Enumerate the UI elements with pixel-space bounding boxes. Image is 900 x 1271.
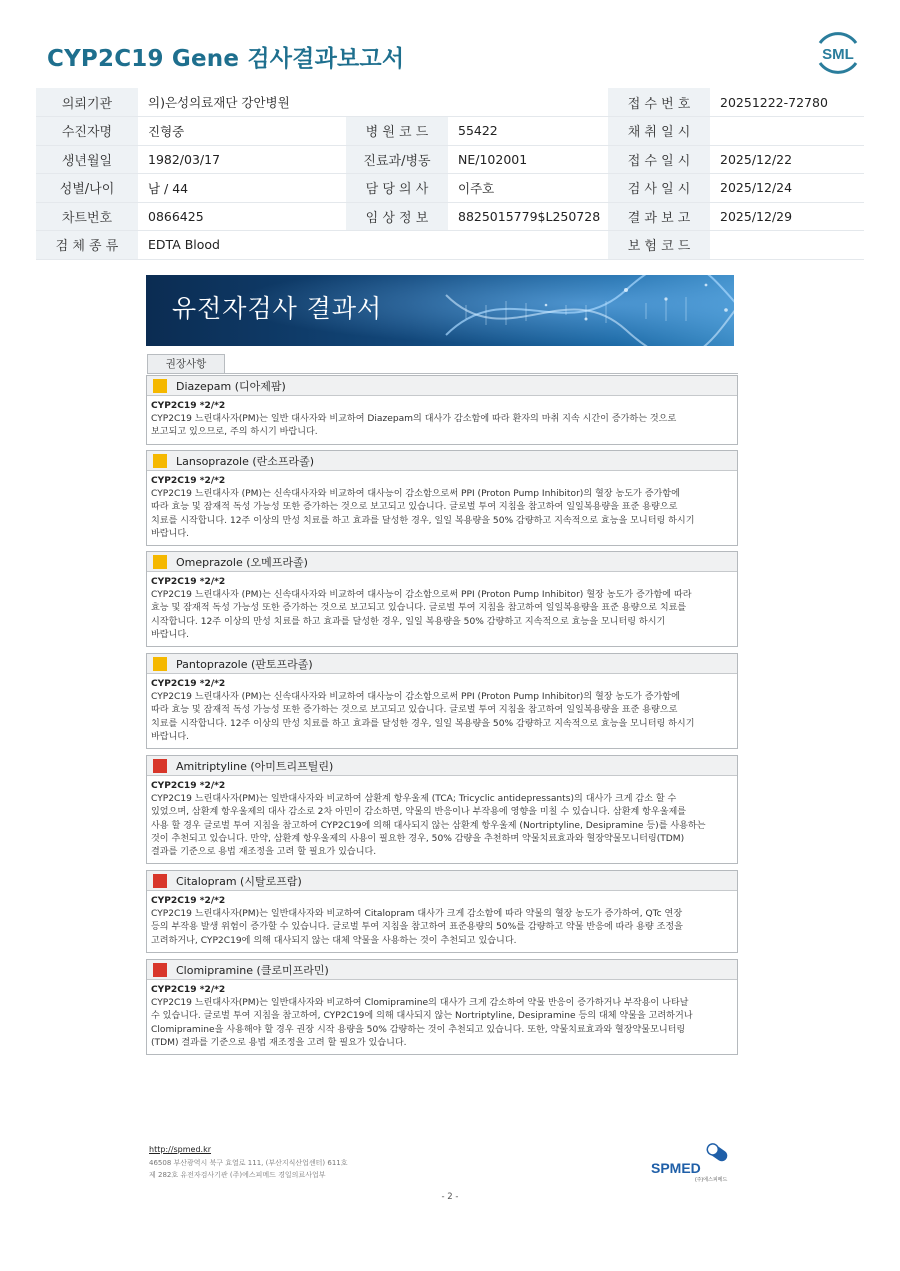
- recommendations-divider: [147, 373, 738, 374]
- recommendation-text-line: 고려하거나, CYP2C19에 의해 대사되지 않는 대체 약물을 사용하는 것이 추천되고 있습니다.: [151, 935, 517, 946]
- footer-registration: 제 282호 유전자검사기관 (주)에스피메드 경일의료사업부: [149, 1171, 326, 1179]
- info-label: 보 험 코 드: [608, 231, 710, 260]
- info-label: 차트번호: [36, 202, 138, 231]
- info-value: EDTA Blood: [138, 231, 608, 260]
- drug-recommendation-card: [146, 870, 738, 953]
- recommendation-text-line: 효능 및 잠재적 독성 가능성 또한 증가하는 것으로 보고되고 있습니다. 글로벌 투여 지침을 참고하여 일일복용량을 표준 용량으로 치료를: [151, 603, 687, 614]
- drug-card-body: [147, 396, 737, 444]
- drug-recommendation-card: [146, 375, 738, 445]
- info-value: 2025/12/22: [710, 145, 864, 174]
- drug-card-body: [147, 471, 737, 545]
- info-value: 8825015779$L250728: [448, 202, 608, 231]
- recommendation-text-line: CYP2C19 느린대사자 (PM)는 신속대사자와 비교하여 대사능이 감소함으로써 PPI (Proton Pump Inhibitor)의 혈장 농도가 증가함에: [151, 692, 680, 703]
- drug-card-header: [147, 960, 737, 980]
- info-value: [710, 231, 864, 260]
- drug-card-header: [147, 451, 737, 471]
- info-label: 생년월일: [36, 145, 138, 174]
- genotype: CYP2C19 *2/*2: [151, 577, 226, 587]
- drug-recommendation-card: [146, 450, 738, 546]
- info-label: 검 사 일 시: [608, 174, 710, 203]
- recommendation-text-line: 따라 효능 및 잠재적 독성 가능성 또한 증가하는 것으로 보고되고 있습니다. 글로벌 투여 지침을 참고하여 일일복용량을 표준 용량으로: [151, 502, 678, 513]
- capsule-icon: [705, 1143, 729, 1163]
- info-label: 담 당 의 사: [346, 174, 448, 203]
- drug-name: Clomipramine (클로미프라민): [176, 963, 329, 977]
- drug-name: Diazepam (디아제팜): [176, 379, 286, 393]
- drug-card-header: [147, 376, 737, 396]
- drug-card-header: [147, 654, 737, 674]
- recommendation-text-line: 결과를 기준으로 용법 재조정을 고려 할 필요가 있습니다.: [151, 847, 377, 858]
- risk-level-indicator-icon: [153, 379, 167, 393]
- info-value: 55422: [448, 117, 608, 146]
- recommendation-text-line: 따라 효능 및 잠재적 독성 가능성 또한 증가하는 것으로 보고되고 있습니다. 글로벌 투여 지침을 참고하여 일일복용량을 표준 용량으로: [151, 705, 678, 716]
- info-label: 진료과/병동: [346, 145, 448, 174]
- risk-level-indicator-icon: [153, 454, 167, 468]
- report-title: CYP2C19 Gene 검사결과보고서: [47, 46, 405, 72]
- recommendation-text-line: CYP2C19 느린대사자(PM)는 일반 대사자와 비교하여 Diazepam의 대사가 감소함에 따라 환자의 마취 지속 시간이 증가하는 것으로: [151, 414, 677, 425]
- drug-card-header: [147, 756, 737, 776]
- info-value: 진형중: [138, 117, 346, 146]
- risk-level-indicator-icon: [153, 555, 167, 569]
- recommendation-text-line: 보고되고 있으므로, 주의 하시기 바랍니다.: [151, 427, 318, 438]
- info-label: 성별/나이: [36, 174, 138, 203]
- drug-card-header: [147, 871, 737, 891]
- drug-card-body: [147, 674, 737, 748]
- sml-logo-text: SML: [822, 46, 854, 63]
- info-value: 1982/03/17: [138, 145, 346, 174]
- info-row: [36, 117, 864, 146]
- page-number: - 2 -: [441, 1192, 459, 1202]
- info-label: 결 과 보 고: [608, 202, 710, 231]
- drug-recommendation-card: [146, 755, 738, 864]
- recommendation-text-line: 있었으며, 삼환계 항우울제의 대사 감소로 2차 아민이 감소하면, 약물의 반응이나 부작용에 영향을 미칠 수 있습니다. 삼환계 항우울제를: [151, 807, 687, 818]
- recommendation-text-line: 바랍니다.: [151, 528, 190, 539]
- spmed-logo-subtext: (주)에스피메드: [695, 1177, 728, 1183]
- info-value: 0866425: [138, 202, 346, 231]
- info-value: 20251222-72780: [710, 88, 864, 117]
- recommendation-text-line: CYP2C19 느린대사자 (PM)는 신속대사자와 비교하여 대사능이 감소함으로써 PPI (Proton Pump Inhibitor) 혈장 농도가 증가함에 따라: [151, 590, 692, 601]
- recommendation-text-line: 사용 할 경우 글로벌 투여 지침을 참고하여 CYP2C19에 의해 대사되지 않는 삼환계 항우울제 (Nortriptyline, Desipramine 등)를 사용하는: [151, 820, 706, 831]
- banner-title: 유전자검사 결과서: [172, 294, 383, 323]
- info-label: 접 수 일 시: [608, 145, 710, 174]
- info-row: [36, 174, 864, 203]
- recommendations-tab[interactable]: 권장사항: [147, 354, 225, 374]
- recommendation-text-line: CYP2C19 느린대사자(PM)는 일반대사자와 비교하여 삼환계 항우울제 (TCA; Tricyclic antidepressants)의 대사가 크게 감소 할 수: [151, 794, 677, 805]
- drug-name: Omeprazole (오메프라졸): [176, 555, 308, 569]
- info-row: [36, 145, 864, 174]
- info-value: 2025/12/29: [710, 202, 864, 231]
- recommendation-text-line: 바랍니다.: [151, 629, 190, 640]
- result-banner: [146, 275, 734, 346]
- genotype: CYP2C19 *2/*2: [151, 679, 226, 689]
- genotype: CYP2C19 *2/*2: [151, 985, 226, 995]
- recommendation-text-line: CYP2C19 느린대사자(PM)는 일반대사자와 비교하여 Citalopram 대사가 크게 감소함에 따라 약물의 혈장 농도가 증가하여, QTc 연장: [151, 909, 683, 920]
- info-label: 접 수 번 호: [608, 88, 710, 117]
- sml-logo: [812, 29, 864, 77]
- recommendation-text-line: CYP2C19 느린대사자 (PM)는 신속대사자와 비교하여 대사능이 감소함으로써 PPI (Proton Pump Inhibitor)의 혈장 농도가 증가함에: [151, 489, 680, 500]
- risk-level-indicator-icon: [153, 963, 167, 977]
- info-row: [36, 202, 864, 231]
- info-label: 임 상 정 보: [346, 202, 448, 231]
- drug-card-header: [147, 552, 737, 572]
- drug-card-body: [147, 980, 737, 1054]
- recommendation-text-line: (TDM) 결과를 기준으로 용법 재조정을 고려 할 필요가 있습니다.: [151, 1037, 407, 1048]
- info-value: 의)은성의료재단 강안병원: [138, 88, 608, 117]
- info-row: [36, 88, 864, 117]
- info-value: 이주호: [448, 174, 608, 203]
- risk-level-indicator-icon: [153, 657, 167, 671]
- spmed-logo-text: SPMED: [651, 1160, 701, 1176]
- genotype: CYP2C19 *2/*2: [151, 401, 226, 411]
- drug-name: Lansoprazole (란소프라졸): [176, 454, 315, 468]
- info-value: 2025/12/24: [710, 174, 864, 203]
- recommendation-text-line: 것이 추천되고 있습니다. 만약, 삼환계 항우울제의 사용이 필요한 경우, 50% 감량을 추천하며 약물치료효과와 혈장약물모니터링(TDM): [151, 833, 685, 844]
- recommendation-text-line: Clomipramine을 사용해야 할 경우 권장 시작 용량을 50% 감량하는 것이 추천되고 있습니다. 또한, 약물치료효과와 혈장약물모니터링: [151, 1024, 686, 1035]
- drug-name: Amitriptyline (아미트리프틸린): [176, 759, 334, 773]
- risk-level-indicator-icon: [153, 874, 167, 888]
- info-label: 채 취 일 시: [608, 117, 710, 146]
- patient-info-table: [36, 88, 864, 260]
- genotype: CYP2C19 *2/*2: [151, 781, 226, 791]
- drug-name: Citalopram (시탈로프람): [176, 874, 302, 888]
- drug-card-body: [147, 891, 737, 952]
- genotype: CYP2C19 *2/*2: [151, 896, 226, 906]
- recommendation-text-line: 치료를 시작합니다. 12주 이상의 만성 치료를 하고 효과를 달성한 경우, 일일 복용량을 50% 감량하고 지속적으로 효능을 모니터링 하시기: [151, 515, 695, 526]
- footer-address: 46508 부산광역시 북구 효열로 111, (부산지식산업센터) 611호: [149, 1159, 348, 1167]
- recommendation-text-line: CYP2C19 느린대사자(PM)는 일반대사자와 비교하여 Clomipramine의 대사가 크게 감소하여 약물 반응이 증가하거나 부작용이 나타날: [151, 998, 689, 1009]
- info-label: 검 체 종 류: [36, 231, 138, 260]
- info-value: NE/102001: [448, 145, 608, 174]
- spmed-logo: [651, 1143, 731, 1183]
- risk-level-indicator-icon: [153, 759, 167, 773]
- genotype: CYP2C19 *2/*2: [151, 476, 226, 486]
- recommendation-text-line: 수 있습니다. 글로벌 투여 지침을 참고하여, CYP2C19에 의해 대사되지 않는 Nortriptyline, Desipramine 등의 대체 약물을 고려하거나: [151, 1011, 693, 1022]
- recommendation-text-line: 치료를 시작합니다. 12주 이상의 만성 치료를 하고 효과를 달성한 경우, 일일 복용량을 50% 감량하고 지속적으로 효능을 모니터링 하시기: [151, 718, 695, 729]
- recommendation-text-line: 바랍니다.: [151, 731, 190, 742]
- drug-recommendation-card: [146, 959, 738, 1055]
- info-label: 의뢰기관: [36, 88, 138, 117]
- drug-card-body: [147, 572, 737, 646]
- drug-name: Pantoprazole (판토프라졸): [176, 657, 313, 671]
- recommendation-text-line: 시작합니다. 12주 이상의 만성 치료를 하고 효과를 달성한 경우, 일일 복용량을 50% 감량하고 지속적으로 효능을 모니터링 하시기: [151, 616, 666, 627]
- info-value: 남 / 44: [138, 174, 346, 203]
- recommendation-text-line: 등의 부작용 발생 위험이 증가할 수 있습니다. 글로벌 투여 지침을 참고하여 표준용량의 50%를 감량하고 약물 반응에 따라 용량 조정을: [151, 922, 683, 933]
- footer-url-link[interactable]: http://spmed.kr: [149, 1145, 212, 1154]
- drug-card-body: [147, 776, 737, 863]
- drug-recommendation-card: [146, 653, 738, 749]
- info-value: [710, 117, 864, 146]
- info-row: [36, 231, 864, 260]
- drug-recommendation-card: [146, 551, 738, 647]
- info-label: 병 원 코 드: [346, 117, 448, 146]
- info-label: 수진자명: [36, 117, 138, 146]
